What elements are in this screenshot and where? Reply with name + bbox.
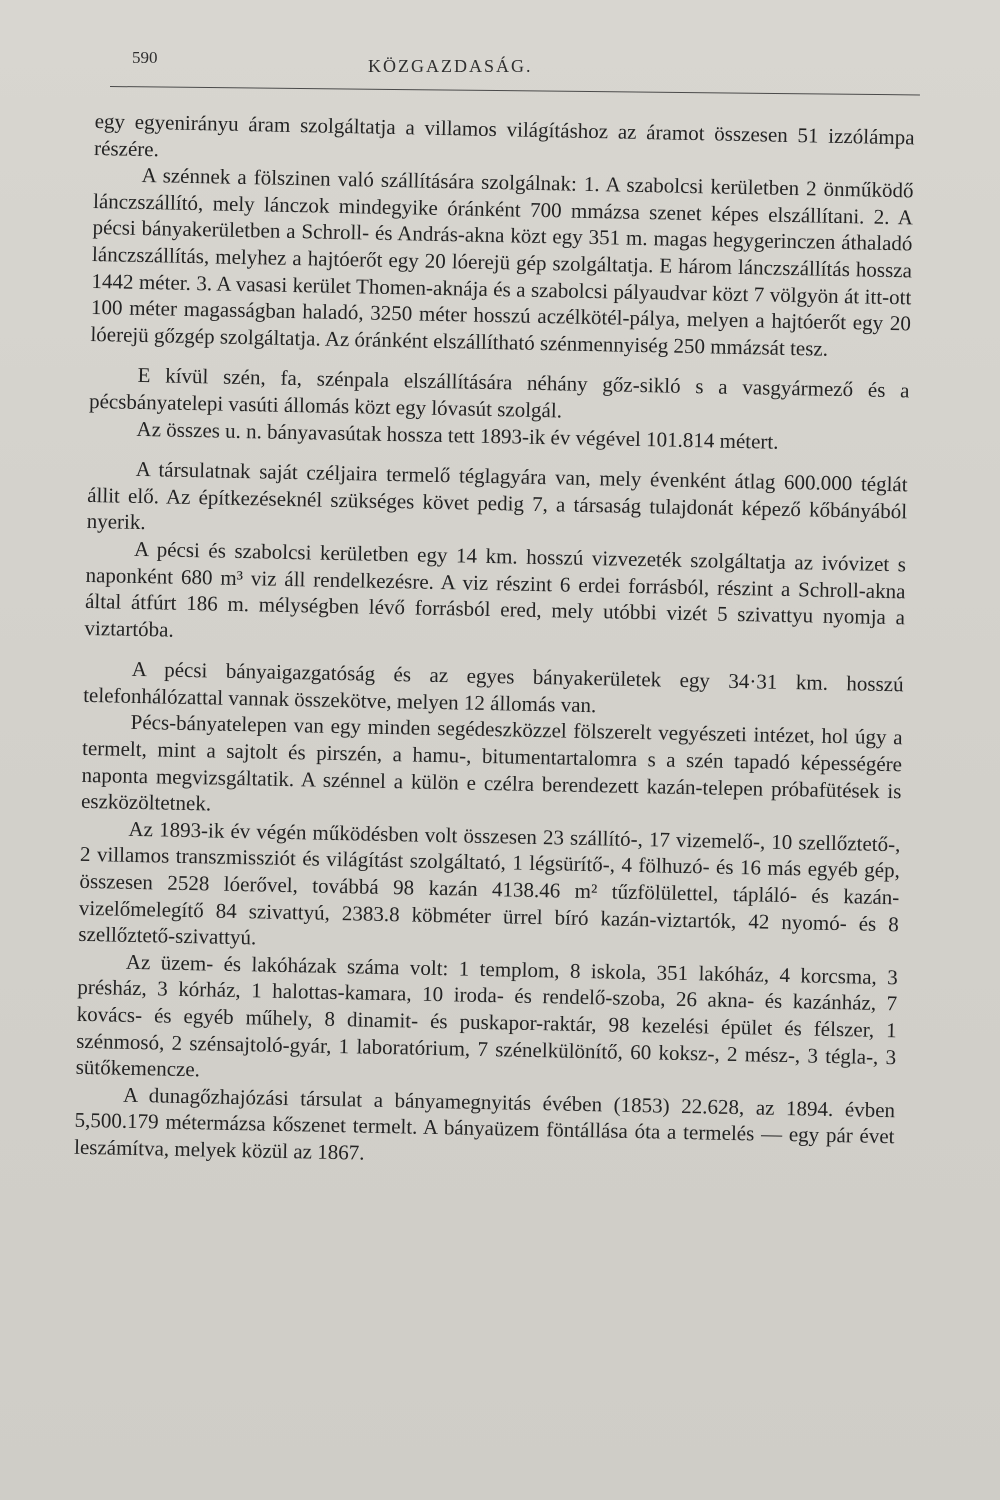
paragraph-11: A dunagőzhajózási társulat a bányamegnyitás évében (1853) 22.628, az 1894. évben 5,500.179 métermázsa kőszenet termelt. A bányaüzem föntállása óta a termelés — egy pár évet leszámítva, melyek közül az 1867. [73, 1082, 896, 1165]
body-text [74, 108, 915, 1177]
paragraph-5: A társulatnak saját czéljaira termelő téglagyára van, mely évenként átlag 600.000 téglát állit elő. Az építkezéseknél szükséges követ pedig 7, a társaság tulajdonát képező kőbányából nyerik. [86, 457, 908, 535]
paragraph-2: A szénnek a fölszinen való szállítására szolgálnak: 1. A szabolcsi kerületben 2 önműködő lánczszállító, mely lánczok mindegyike óránként 700 mmázsa szenet képes elszállítani. 2. A pécsi bányakerületben a Schroll- és András-akna közt egy 351 m. magas hegygerinczen áthaladó lánczszállítás, melyhez a hajtóerőt egy 20 lóerejü gép szolgáltatja. E három lánczszállítás hossza 1442 méter. 3. A vasasi kerület Thomen-aknája és a szabolcsi pályaudvar közt 7 völgyön át itt-ott 100 méter magasságban haladó, 3250 méter hosszú aczélkötél-pálya, melyen a hajtóerőt egy 20 lóerejü gőzgép szolgáltatja. Az óránként elszállítható szénmennyiség 250 mmázsát tesz. [90, 163, 914, 361]
paragraph-7: A pécsi bányaigazgatóság és az egyes bányakerületek egy 34·31 km. hosszú telefonhálózattal vannak összekötve, melyen 12 állomás van. [82, 657, 904, 718]
paragraph-9: Az 1893-ik év végén működésben volt összesen 23 szállító-, 17 vizemelő-, 10 szellőztető-, 2 villamos transzmissziót és világítást szolgáltató, 1 légsürítő-, 4 fölhuzó- és 16 más egyéb gép, összesen 2528 lóerővel, továbbá 98 kazán 4138.46 m² tűzfölülettel, tápláló- és kazán-vizelőmelegítő 84 szivattyú, 2383.8 köbméter ürrel bíró kazán-viztartók, 42 nyomó- és 8 szellőztető-szivattyú. [78, 816, 901, 950]
page-number: 590 [132, 48, 158, 67]
page-header [110, 38, 920, 98]
paragraph-4: Az összes u. n. bányavasútak hossza tett 1893-ik év végével 101.814 métert. [136, 416, 779, 454]
paragraph-6: A pécsi és szabolcsi kerületben egy 14 km. hosszú vizvezeték szolgáltatja az ivóvizet s naponként 680 m³ viz áll rendelkezésre. A viz részint 6 erdei forrásból, részint a Schroll-akna által átfúrt 186 m. mélységben lévő forrásból ered, mely utóbbi vizét 5 szivattyu nyomja a viztartóba. [84, 536, 907, 642]
paragraph-1: egy egyenirányu áram szolgáltatja a villamos világításhoz az áramot összesen 51 izzólámpa részére. [93, 108, 915, 161]
header-rule [110, 86, 920, 95]
paragraph-8: Pécs-bányatelepen van egy minden segédeszközzel fölszerelt vegyészeti intézet, hol úgy a termelt, mint a sajtolt és pirszén, a hamu-, bitumentartalomra s a szén tapadó képességére naponta megvizsgáltatik. A szénnel a külön e czélra berendezett kazán-telepen próbafütések is eszközöltetnek. [80, 710, 903, 816]
paragraph-3: E kívül szén, fa, szénpala elszállítására néhány gőz-sikló s a vasgyármező és a pécsbányatelepi vasúti állomás közt egy lóvasút szolgál. [88, 363, 910, 423]
paragraph-10: Az üzem- és lakóházak száma volt: 1 templom, 8 iskola, 351 lakóház, 4 korcsma, 3 présház, 3 kórház, 1 halottas-kamara, 10 iroda- és rendelő-szoba, 26 akna- és kazánház, 7 kovács- és egyéb műhely, 8 dinamit- és puskapor-raktár, 98 kezelési épület és félszer, 1 szénmosó, 2 szénsajtoló-gyár, 1 laboratórium, 7 szénelkülönítő, 60 koksz-, 2 mész-, 3 tégla-, 3 sütőkemencze. [75, 949, 898, 1082]
running-title: KÖZGAZDASÁG. [368, 56, 533, 76]
